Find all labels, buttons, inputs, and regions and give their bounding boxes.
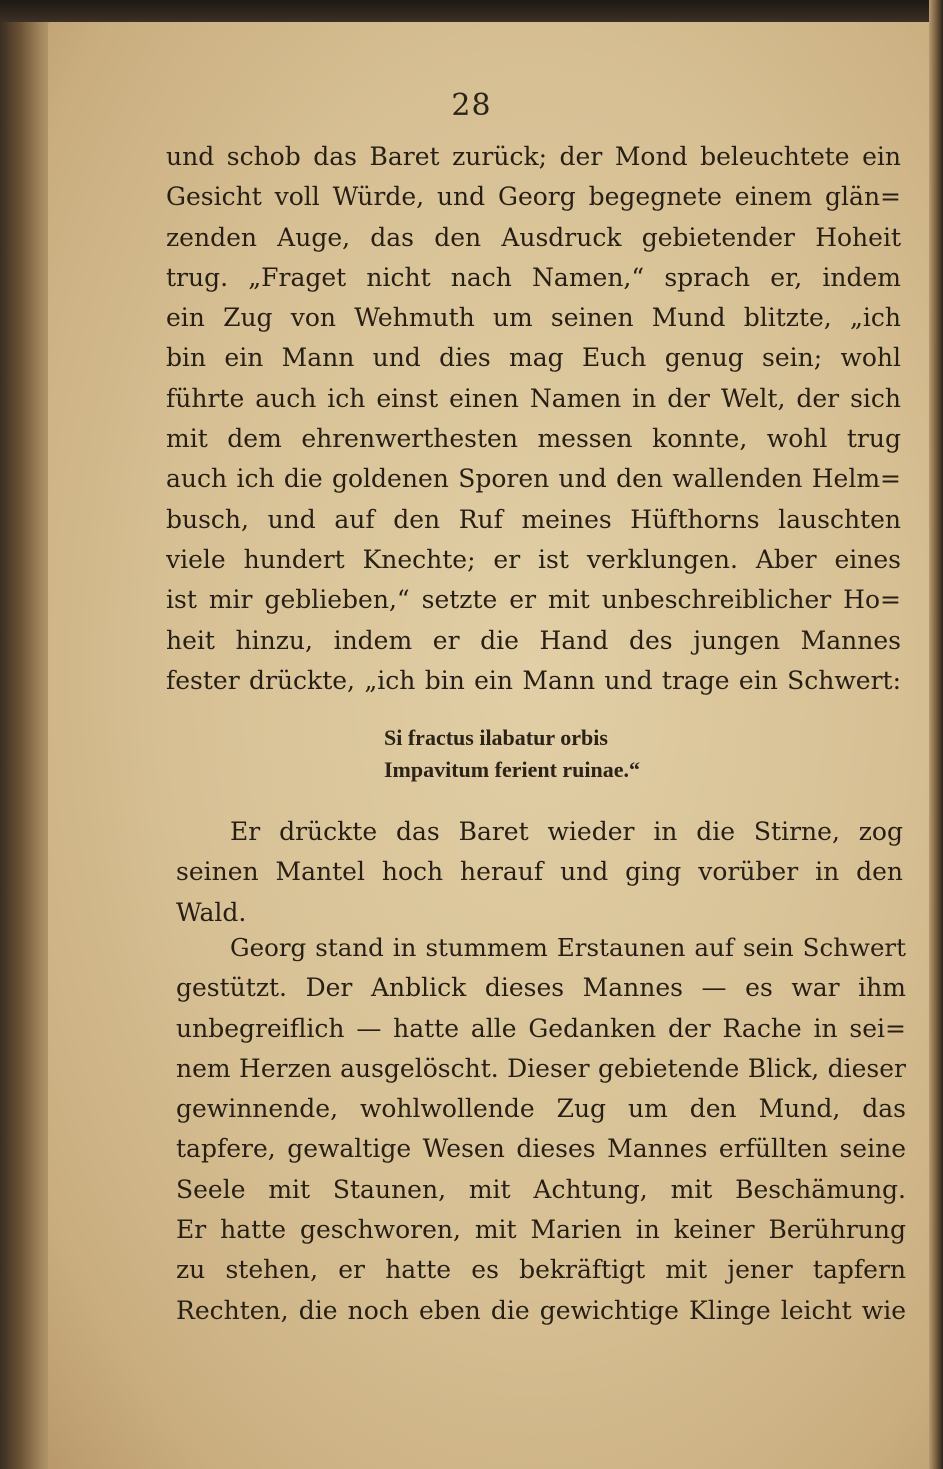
text-line: unbegreiflich — hatte alle Gedanken der Rache in sei= (176, 1013, 906, 1043)
text-line: nem Herzen ausgelöscht. Dieser gebietende Blick, dieser (176, 1053, 906, 1083)
quote-line: Si fractus ilabatur orbis (384, 725, 608, 750)
text-line: auch ich die goldenen Sporen und den wallenden Helm= (166, 464, 901, 494)
text-line: zu stehen, er hatte es bekräftigt mit jener tapfern (176, 1255, 906, 1285)
text-line: tapfere, gewaltige Wesen dieses Mannes erfüllten seine (176, 1134, 906, 1164)
text-line: heit hinzu, indem er die Hand des jungen Mannes (166, 625, 901, 655)
text-line: trug. „Fraget nicht nach Namen,“ sprach er, indem (166, 262, 901, 292)
right-page-edge (929, 0, 943, 1469)
text-line: mit dem ehrenwerthesten messen konnte, wohl trug (166, 424, 901, 454)
text-line: gestützt. Der Anblick dieses Mannes — es war ihm (176, 973, 906, 1003)
text-line: bin ein Mann und dies mag Euch genug sein; wohl (166, 343, 901, 373)
paragraph-1 (166, 137, 901, 701)
text-line: ist mir geblieben,“ setzte er mit unbeschreiblicher Ho= (166, 585, 901, 615)
text-line: Er drückte das Baret wieder in die Stirne, zog (230, 817, 903, 846)
text-line: fester drückte, „ich bin ein Mann und trage ein Schwert: (166, 665, 901, 695)
text-line: und schob das Baret zurück; der Mond beleuchtete ein (166, 142, 901, 171)
paragraph-2 (176, 812, 903, 933)
quote-line: Impavitum ferient ruinae.“ (384, 757, 641, 782)
text-line: Rechten, die noch eben die gewichtige Klinge leicht wie (176, 1295, 906, 1325)
text-line: busch, und auf den Ruf meines Hüfthorns lauschten (166, 504, 901, 534)
top-page-edge (0, 0, 943, 22)
page-number: 28 (451, 88, 492, 123)
text-line: führte auch ich einst einen Namen in der Welt, der sich (166, 383, 901, 413)
latin-quote (384, 722, 714, 786)
text-line: viele hundert Knechte; er ist verklungen. Aber eines (166, 544, 901, 574)
text-line: Gesicht voll Würde, und Georg begegnete einem glän= (166, 182, 901, 212)
text-line: Er hatte geschworen, mit Marien in keiner Berührung (176, 1215, 906, 1245)
text-line: zenden Auge, das den Ausdruck gebietender Hoheit (166, 222, 901, 252)
text-line: gewinnende, wohlwollende Zug um den Mund, das (176, 1094, 906, 1124)
text-line: seinen Mantel hoch herauf und ging vorüber in den (176, 857, 903, 887)
text-line: Wald. (176, 897, 247, 927)
text-line: ein Zug von Wehmuth um seinen Mund blitzte, „ich (166, 303, 901, 333)
text-line: Seele mit Staunen, mit Achtung, mit Beschämung. (176, 1174, 906, 1204)
text-line: Georg stand in stummem Erstaunen auf sein Schwert (230, 933, 906, 962)
paragraph-3 (176, 928, 906, 1331)
